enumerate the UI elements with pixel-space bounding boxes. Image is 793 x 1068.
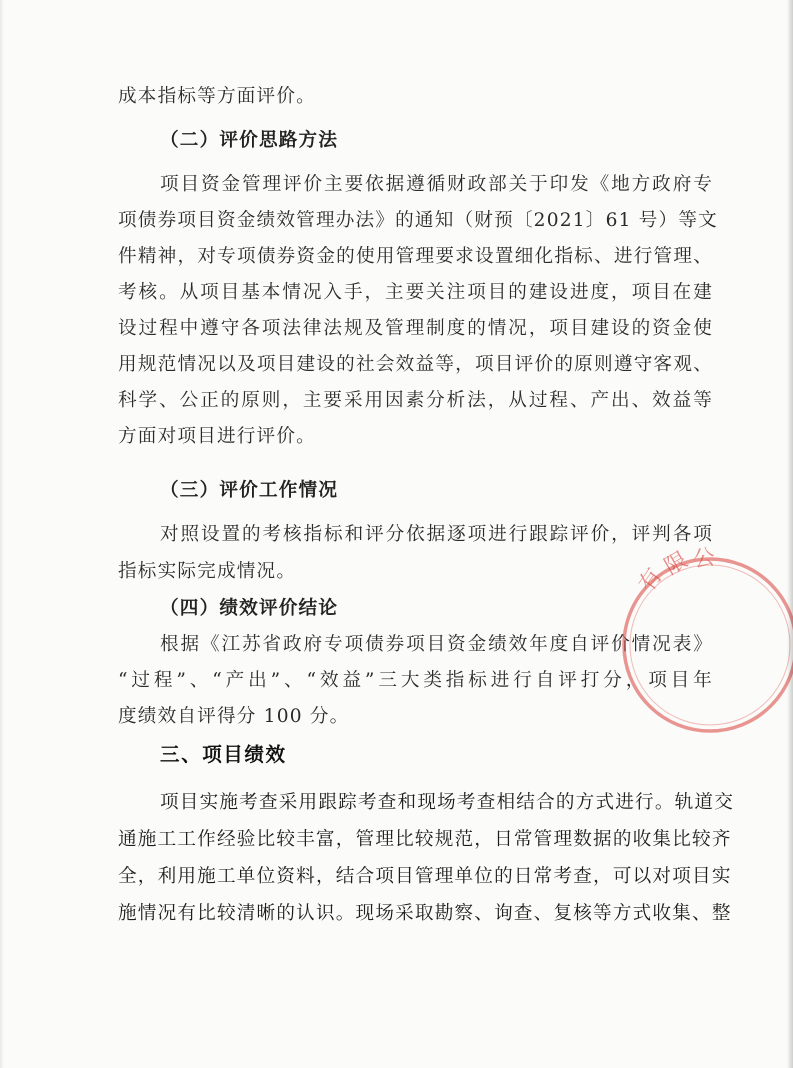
paragraph-line: 施情况有比较清晰的认识。现场采取勘察、询查、复核等方式收集、整 (118, 903, 732, 924)
svg-text:限: 限 (660, 547, 693, 581)
paragraph-line: 对照设置的考核指标和评分依据逐项进行跟踪评价，评判各项 (160, 524, 713, 545)
page-edge-right (787, 0, 793, 1068)
paragraph-line: 科学、公正的原则，主要采用因素分析法，从过程、产出、效益等 (118, 390, 713, 411)
paragraph-line: 用规范情况以及项目建设的社会效益等，项目评价的原则遵守客观、 (118, 354, 713, 375)
paragraph-line: 指标实际完成情况。 (118, 561, 297, 582)
paragraph-line: 设过程中遵守各项法律法规及管理制度的情况，项目建设的资金使 (118, 318, 713, 339)
paragraph-line: 度绩效自评得分 100 分。 (118, 706, 350, 727)
paragraph-line: 项目资金管理评价主要依据遵循财政部关于印发《地方政府专 (160, 174, 713, 195)
paragraph-line: 项债券项目资金绩效管理办法》的通知（财预〔2021〕61 号）等文 (118, 210, 718, 231)
subheading-method: （二）评价思路方法 (160, 130, 339, 151)
subheading-conclusion: （四）绩效评价结论 (160, 598, 339, 619)
paragraph-line: 项目实施考查采用跟踪考查和现场考查相结合的方式进行。轨道交 (160, 792, 735, 813)
svg-text:公: 公 (691, 545, 717, 573)
paragraph-line: 考核。从项目基本情况入手，主要关注项目的建设进度，项目在建 (118, 282, 713, 303)
paragraph-line: 件精神，对专项债券资金的使用管理要求设置细化指标、进行管理、 (118, 246, 713, 267)
paragraph-line: “过程”、“产出”、“效益”三大类指标进行自评打分，项目年 (118, 670, 713, 691)
svg-text:有: 有 (634, 564, 668, 597)
subheading-work: （三）评价工作情况 (160, 480, 339, 501)
section-heading-performance: 三、项目绩效 (160, 743, 287, 766)
paragraph-line: 通施工工作经验比较丰富，管理比较规范，日常管理数据的收集比较齐 (118, 829, 732, 850)
paragraph-line: 方面对项目进行评价。 (118, 426, 316, 447)
paragraph-line: 成本指标等方面评价。 (118, 86, 316, 107)
paragraph-line: 全，利用施工单位资料，结合项目管理单位的日常考查，可以对项目实 (118, 866, 732, 887)
paragraph-line: 根据《江苏省政府专项债券项目资金绩效年度自评价情况表》 (160, 634, 713, 655)
